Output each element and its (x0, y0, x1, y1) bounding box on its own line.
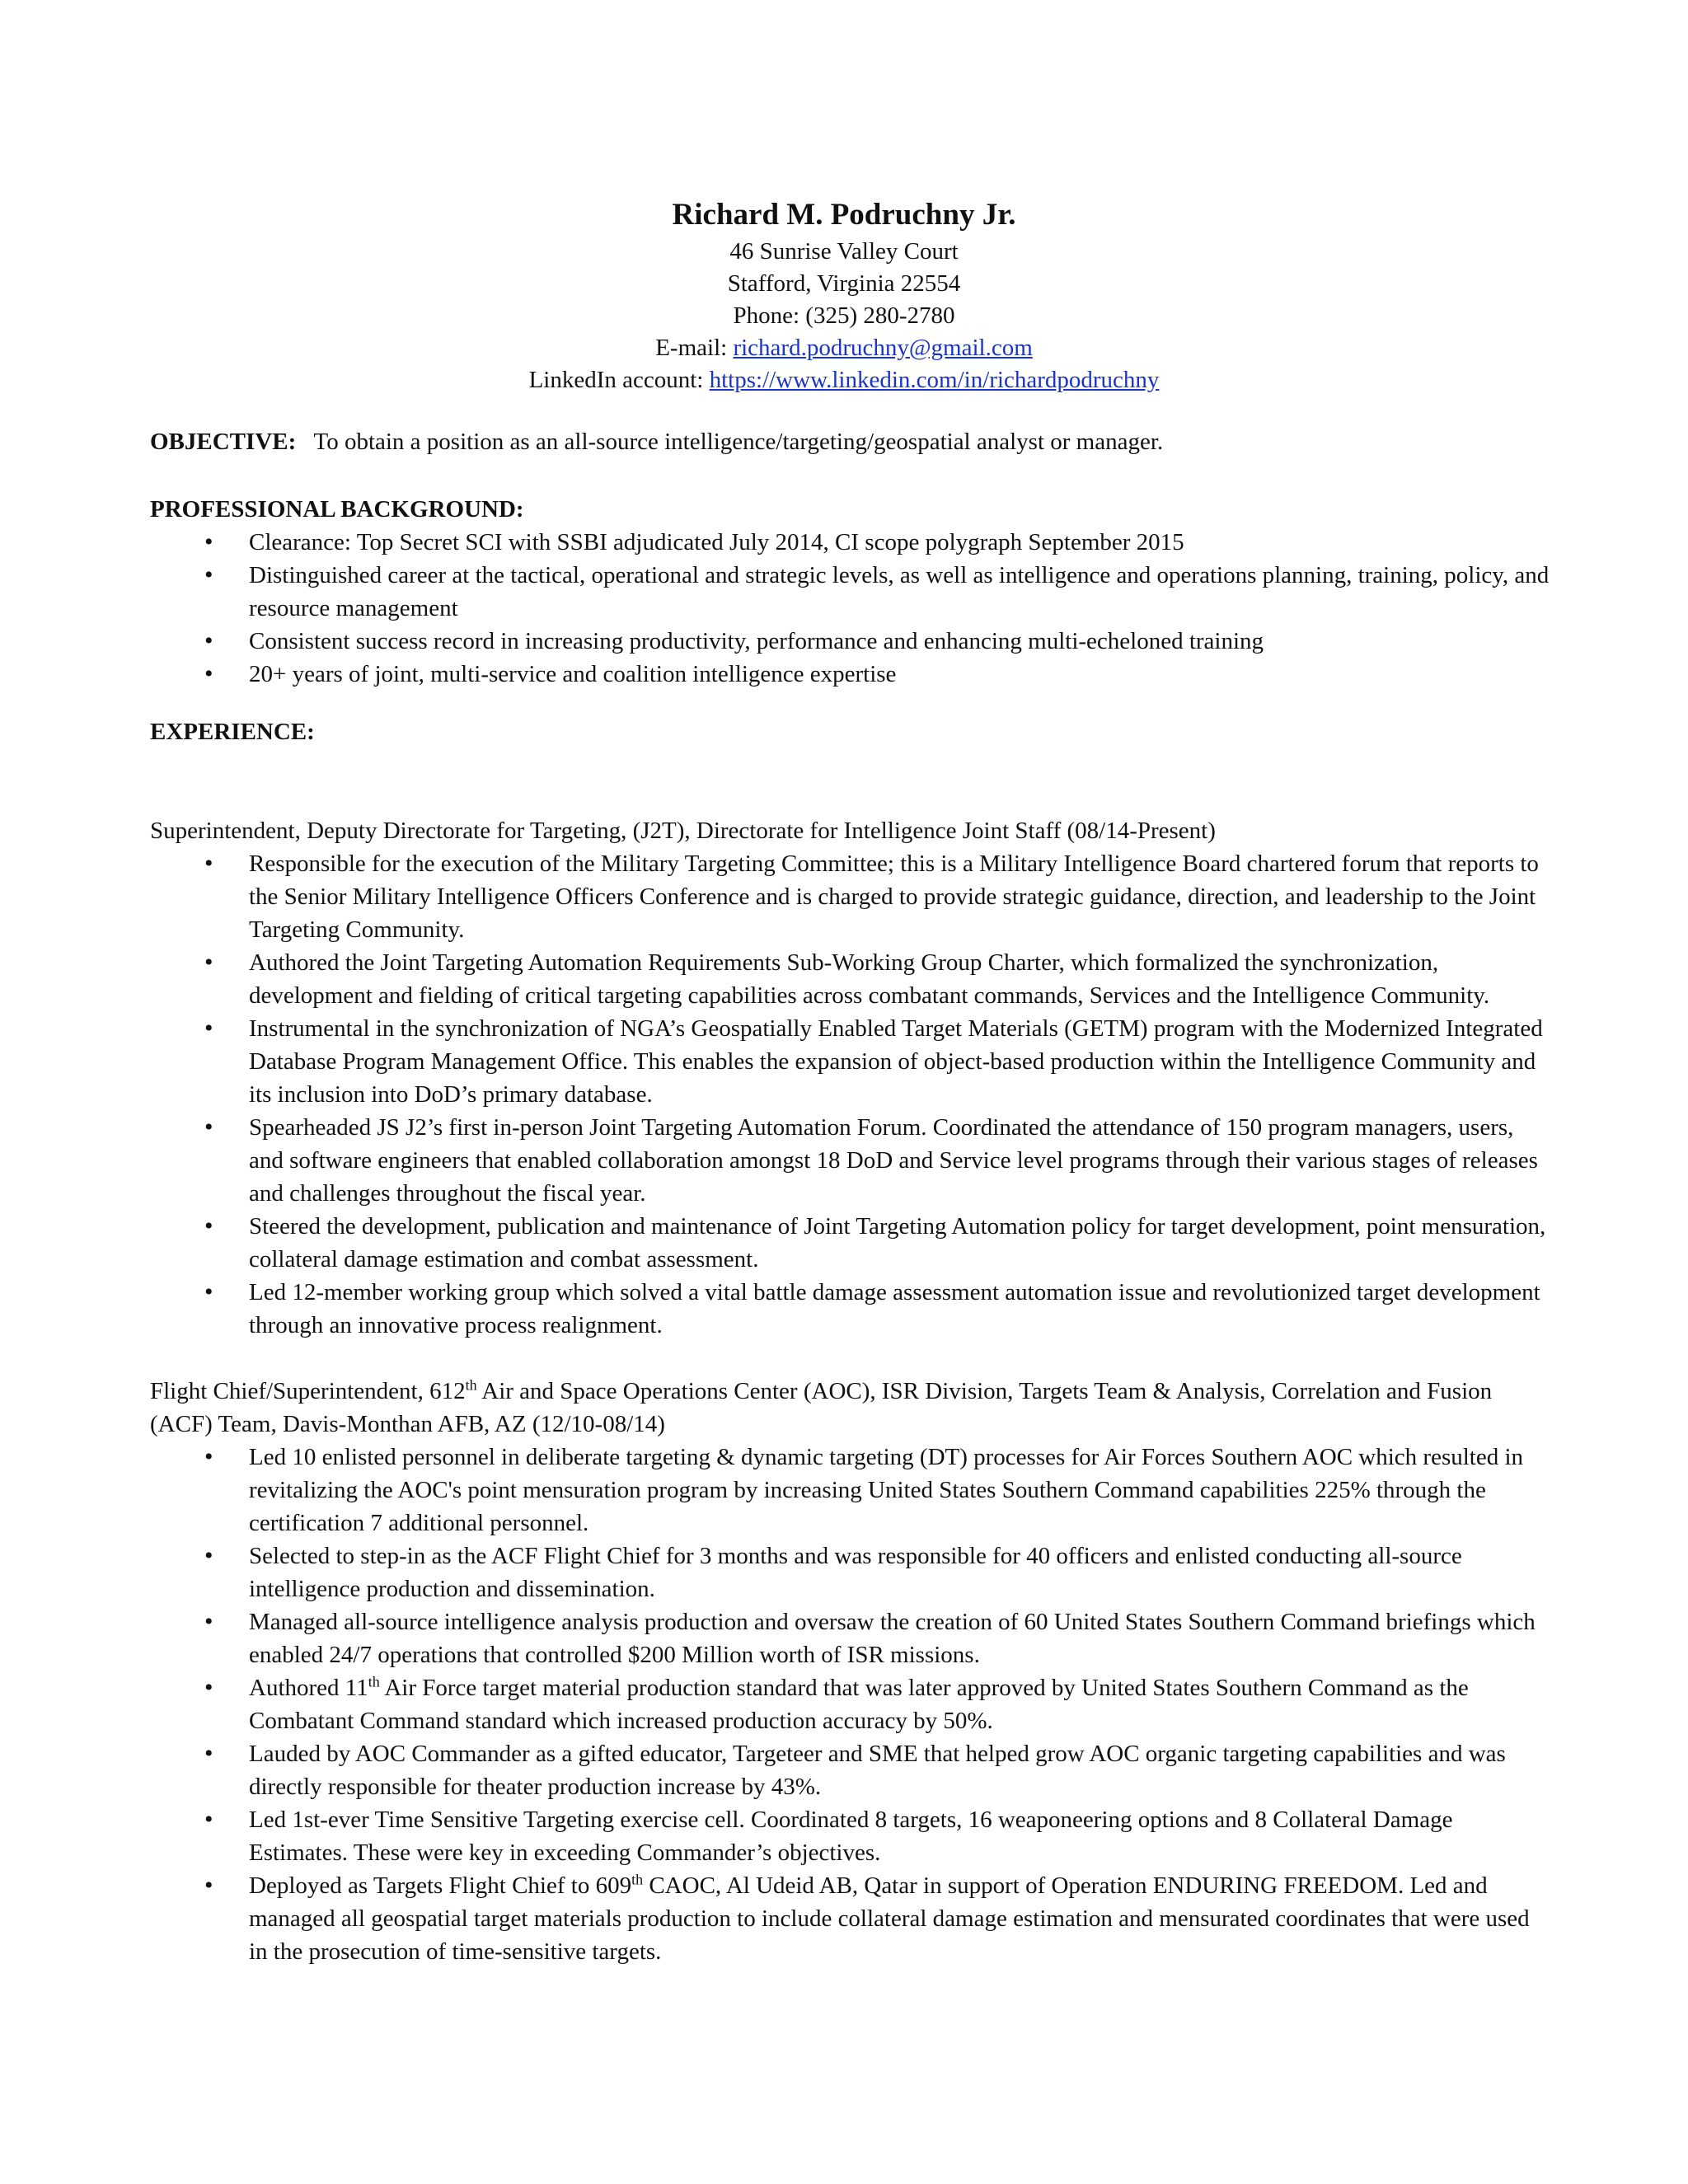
job-heading-2 (150, 1375, 1551, 1441)
objective-text: To obtain a position as an all-source intelligence/targeting/geospatial analyst or manager. (313, 429, 1164, 455)
job2-list (150, 1441, 1551, 1968)
objective-section (150, 425, 1551, 458)
job2-item (150, 1869, 1551, 1968)
job2-item-part: Authored 11 (249, 1675, 368, 1701)
email-line (0, 332, 1688, 364)
job1-list (150, 847, 1551, 1342)
job1-item: • Steered the development, publication and maintenance of Joint Targeting Automation policy for target development, point mensuration, collateral damage estimation and combat assessment. (150, 1210, 1551, 1276)
job2-item-part: Deployed as Targets Flight Chief to 609 (249, 1872, 632, 1899)
job2-item: • Led 10 enlisted personnel in deliberate targeting & dynamic targeting (DT) processes for Air Forces Southern AOC which resulted in revitalizing the AOC's point mensuration program by increasing United States Southern Command capabilities 225% through the certification 7 additional personnel. (150, 1441, 1551, 1540)
job2-heading-sup: th (465, 1376, 477, 1394)
job2-item-part: Air Force target material production standard that was later approved by United States Southern Command as the Combatant Command standard which increased production accuracy by 50%. (249, 1675, 1469, 1734)
job1-item: • Spearheaded JS J2’s first in-person Joint Targeting Automation Forum. Coordinated the attendance of 150 program managers, users, and software engineers that enabled collaboration amongst 18 DoD and Service level programs through their various stages of releases and challenges throughout the fiscal year. (150, 1111, 1551, 1210)
email-link[interactable]: richard.podruchny@gmail.com (733, 335, 1033, 361)
job2-item (150, 1671, 1551, 1737)
job1-item: • Instrumental in the synchronization of NGA’s Geospatially Enabled Target Materials (GETM) program with the Modernized Integrated Database Program Management Office. This enables the expansion of object-based production within the Intelligence Community and its inclusion into DoD’s primary database. (150, 1012, 1551, 1111)
background-list (150, 526, 1551, 691)
background-title: PROFESSIONAL BACKGROUND: (150, 496, 524, 523)
job2-item-sup: th (631, 1871, 644, 1888)
job2-item-sup: th (368, 1673, 380, 1690)
background-item: • Clearance: Top Secret SCI with SSBI adjudicated July 2014, CI scope polygraph September 2015 (150, 526, 1551, 559)
contact-header (0, 194, 1688, 396)
linkedin-link[interactable]: https://www.linkedin.com/in/richardpodruchny (709, 367, 1160, 393)
experience-title: EXPERIENCE: (150, 719, 315, 745)
job1-item: • Authored the Joint Targeting Automation Requirements Sub-Working Group Charter, which formalized the synchronization, development and fielding of critical targeting capabilities across combatant commands, Services and the Intelligence Community. (150, 946, 1551, 1012)
job2-item-part: CAOC, Al Udeid AB, Qatar in support of Operation ENDURING FREEDOM. Led and managed all geospatial target materials production to include collateral damage estimation and mensurated coordinates that were used in the prosecution of time-sensitive targets. (249, 1872, 1530, 1965)
job-heading-1: Superintendent, Deputy Directorate for Targeting, (J2T), Directorate for Intelligence Joint Staff (08/14-Present) (150, 818, 1216, 844)
address-line-2: Stafford, Virginia 22554 (727, 270, 961, 297)
email-label: E-mail: (655, 335, 728, 361)
job1-item: • Led 12-member working group which solved a vital battle damage assessment automation issue and revolutionized target development through an innovative process realignment. (150, 1276, 1551, 1342)
background-item: • Consistent success record in increasing productivity, performance and enhancing multi-echeloned training (150, 625, 1551, 658)
job1-item: • Responsible for the execution of the Military Targeting Committee; this is a Military Intelligence Board chartered forum that reports to the Senior Military Intelligence Officers Conference and is charged to provide strategic guidance, direction, and leadership to the Joint Targeting Community. (150, 847, 1551, 946)
candidate-name: Richard M. Podruchny Jr. (672, 198, 1016, 232)
background-item: • Distinguished career at the tactical, operational and strategic levels, as well as intelligence and operations planning, training, policy, and resource management (150, 559, 1551, 625)
objective-label: OBJECTIVE: (150, 429, 297, 455)
job2-item: • Led 1st-ever Time Sensitive Targeting exercise cell. Coordinated 8 targets, 16 weaponeering options and 8 Collateral Damage Estimates. These were key in exceeding Commander’s objectives. (150, 1803, 1551, 1869)
background-item: • 20+ years of joint, multi-service and coalition intelligence expertise (150, 658, 1551, 691)
job2-item: • Lauded by AOC Commander as a gifted educator, Targeteer and SME that helped grow AOC organic targeting capabilities and was directly responsible for theater production increase by 43%. (150, 1737, 1551, 1803)
phone-line: Phone: (325) 280-2780 (733, 302, 955, 329)
address-line-1: 46 Sunrise Valley Court (729, 238, 959, 265)
linkedin-label: LinkedIn account: (528, 367, 704, 393)
job2-heading-part: Flight Chief/Superintendent, 612 (150, 1378, 466, 1404)
job2-item: • Selected to step-in as the ACF Flight Chief for 3 months and was responsible for 40 officers and enlisted conducting all-source intelligence production and dissemination. (150, 1540, 1551, 1605)
resume-body (150, 425, 1551, 1968)
linkedin-line (0, 364, 1688, 396)
job2-heading-part: Air and Space Operations Center (AOC), ISR Division, Targets Team & Analysis, Correlation and Fusion (ACF) Team, Davis-Monthan AFB, AZ (12/10-08/14) (150, 1378, 1493, 1437)
job2-item: • Managed all-source intelligence analysis production and oversaw the creation of 60 United States Southern Command briefings which enabled 24/7 operations that controlled $200 Million worth of ISR missions. (150, 1605, 1551, 1671)
